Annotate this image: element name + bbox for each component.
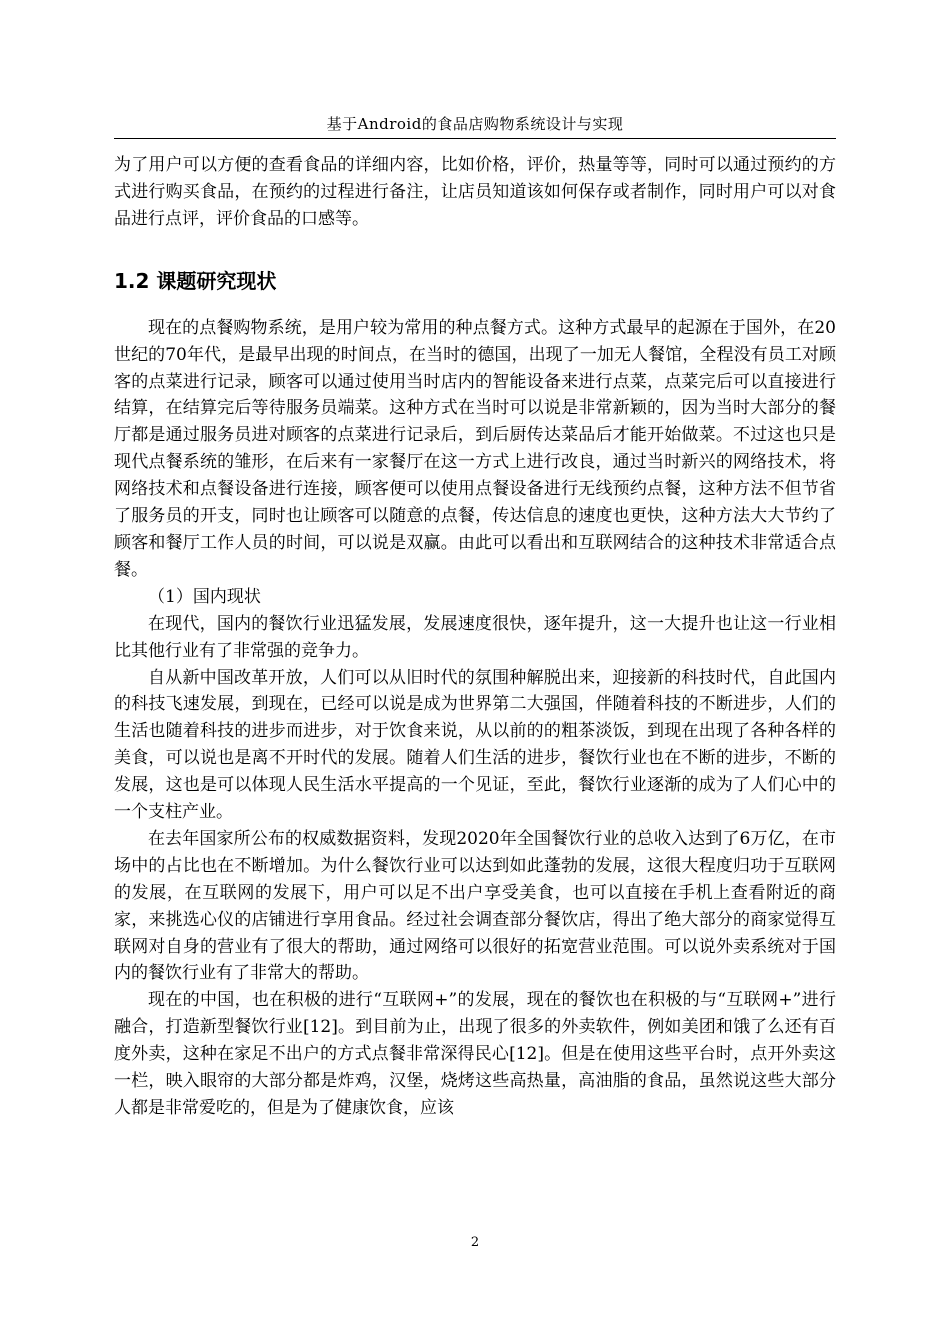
subsection-paragraph: 在去年国家所公布的权威数据资料，发现2020年全国餐饮行业的总收入达到了6万亿，在市场中的占比也在不断增加。为什么餐饮行业可以达到如此蓬勃的发展，这很大程度归功于互联网的发展，在互联网的发展下，用户可以足不出户享受美食，也可以直接在手机上查看附近的商家，来挑选心仪的店铺进行享用食品。经过社会调查部分餐饮店，得出了绝大部分的商家觉得互联网对自身的营业有了很大的帮助，通过网络可以很好的拓宽营业范围。可以说外卖系统对于国内的餐饮行业有了非常大的帮助。: [114, 828, 836, 984]
section-paragraph: 现在的点餐购物系统，是用户较为常用的种点餐方式。这种方式最早的起源在于国外，在20世纪的70年代，是最早出现的时间点，在当时的德国，出现了一加无人餐馆，全程没有员工对顾客的点菜进行记录，顾客可以通过使用当时店内的智能设备来进行点菜，点菜完后可以直接进行结算，在结算完后等待服务员端菜。这种方式在当时可以说是非常新颖的，因为当时大部分的餐厅都是通过服务员进对顾客的点菜进行记录后，到后厨传达菜品后才能开始做菜。不过这也只是现代点餐系统的雏形，在后来有一家餐厅在这一方式上进行改良，通过当时新兴的网络技术，将网络技术和点餐设备进行连接，顾客便可以使用点餐设备进行无线预约点餐，这种方法不但节省了服务员的开支，同时也让顾客可以随意的点餐，传达信息的速度也更快，这种方法大大节约了顾客和餐厅工作人员的时间，可以说是双赢。由此可以看出和互联网结合的这种技术非常适合点餐。: [114, 317, 836, 580]
subsection-paragraph: 自从新中国改革开放，人们可以从旧时代的氛围种解脱出来，迎接新的科技时代，自此国内的科技飞速发展，到现在，已经可以说是成为世界第二大强国，伴随着科技的不断进步，人们的生活也随着科技的进步而进步，对于饮食来说，从以前的的粗茶淡饭，到现在出现了各种各样的美食，可以说也是离不开时代的发展。随着人们生活的进步，餐饮行业也在不断的进步，不断的发展，这也是可以体现人民生活水平提高的一个见证，至此，餐饮行业逐渐的成为了人们心中的一个支柱产业。: [114, 667, 836, 823]
header-rule: [114, 138, 836, 139]
section-heading: 1.2 课题研究现状: [114, 268, 277, 293]
intro-paragraph: 为了用户可以方便的查看食品的详细内容，比如价格，评价，热量等等，同时可以通过预约的方式进行购买食品，在预约的过程进行备注，让店员知道该如何保存或者制作，同时用户可以对食品进行点评，评价食品的口感等。: [114, 155, 836, 229]
spacer: [114, 295, 836, 315]
subsection-paragraph: 在现代，国内的餐饮行业迅猛发展，发展速度很快，逐年提升，这一大提升也让这一行业相比其他行业有了非常强的竞争力。: [114, 613, 836, 661]
running-header: 基于Android的食品店购物系统设计与实现: [326, 115, 624, 133]
subsection-paragraph: 现在的中国，也在积极的进行“互联网+”的发展，现在的餐饮也在积极的与“互联网+”进行融合，打造新型餐饮行业[12]。到目前为止，出现了很多的外卖软件，例如美团和饿了么还有百度外卖，这种在家足不出户的方式点餐非常深得民心[12]。但是在使用这些平台时，点开外卖这一栏，映入眼帘的大部分都是炸鸡，汉堡，烧烤这些高热量，高油脂的食品，虽然说这些大部分人都是非常爱吃的，但是为了健康饮食，应该: [114, 990, 836, 1118]
body-text: [114, 152, 836, 1122]
page-number: 2: [470, 1235, 480, 1250]
spacer: [114, 233, 836, 267]
subsection-label: （1）国内现状: [148, 586, 261, 607]
